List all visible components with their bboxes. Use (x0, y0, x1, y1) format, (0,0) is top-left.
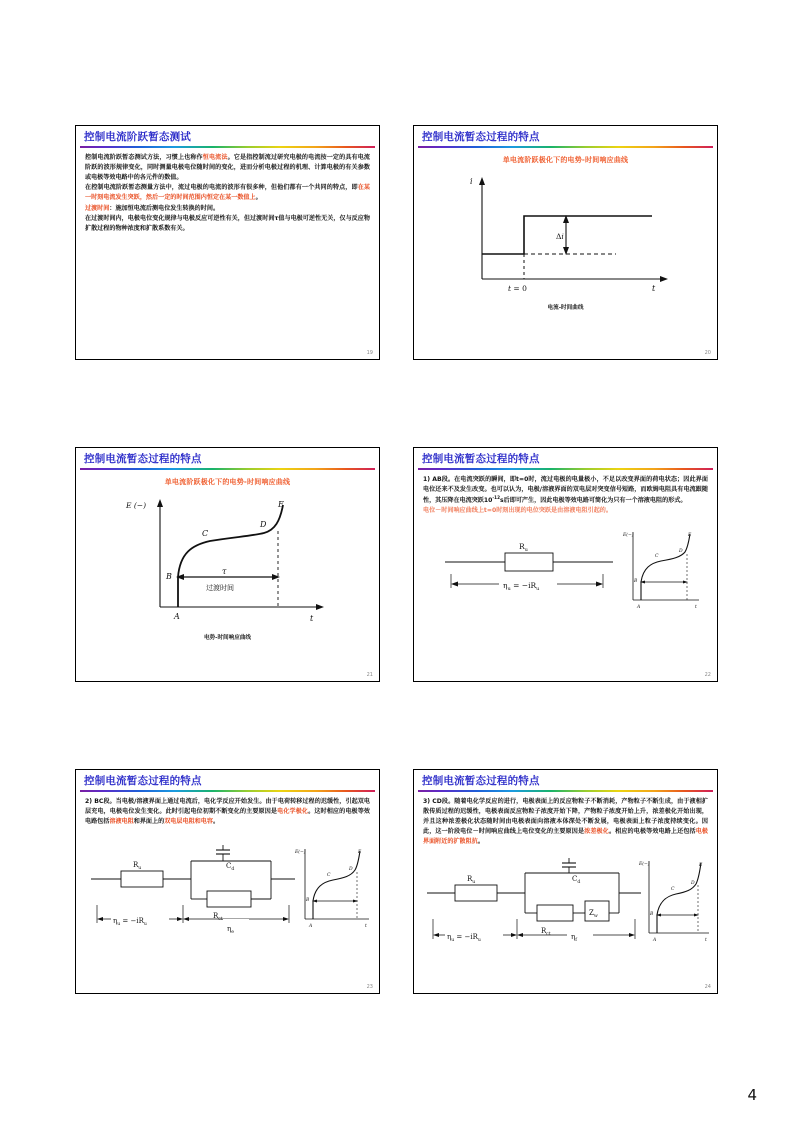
circuit-ru-cd-rct-svg (83, 843, 373, 935)
paragraph (85, 183, 370, 203)
point-label-d: D (259, 520, 266, 530)
resistor-label-ru: $R_u$ (132, 860, 141, 871)
mini-y-label: E(−) (638, 861, 650, 867)
text-run: 。相应的电极等效电路上还包括 (608, 827, 696, 835)
slide-22 (413, 447, 718, 682)
delta-label: Δi (555, 232, 564, 242)
tau-label: τ (221, 567, 226, 577)
x-axis-label: t (309, 614, 313, 624)
slide-number: 24 (704, 984, 711, 990)
circuit-ru-svg (427, 526, 705, 612)
text-run-highlight: 恒电流法 (202, 154, 228, 162)
slide-21 (75, 447, 380, 682)
circuit-ru-cd-rct-zw-svg (421, 857, 711, 949)
page-number: 4 (747, 1086, 757, 1104)
y-axis-label: E (−) (125, 501, 146, 511)
circuit-and-curve (76, 843, 379, 935)
resistor-label-rct: $R_{ct}$ (212, 911, 223, 922)
text-run-highlight: 在某一时刻电流发生突跃，然后一定的时间范围内恒定在某一数值上 (85, 184, 371, 202)
text-run-highlight: 溶液电阻 (109, 817, 134, 825)
slide-20 (413, 125, 718, 360)
mini-point-d: D (678, 549, 683, 555)
mini-point-a: A (636, 605, 640, 611)
text-run-highlight: 浓差极化 (584, 827, 609, 835)
mini-y-label: E(−) (294, 849, 306, 855)
text-run: 。 (255, 194, 262, 202)
point-label-c: C (201, 529, 208, 539)
capacitor-label-cd: $C_d$ (225, 861, 234, 872)
mini-x-label: t (694, 605, 697, 611)
eta-label: $\eta_u = -iR_u$ (112, 916, 147, 927)
text-run: 在控制电流阶跃暂态测量方法中，流过电极的电流的波形有很多种，但他们都有一个共同的特点，即 (85, 184, 358, 192)
text-run-highlight: 过渡时间 (85, 204, 110, 212)
mini-point-b: B (633, 579, 637, 585)
circuit-and-curve (414, 857, 717, 949)
slide-19 (75, 125, 380, 360)
text-run: 1) AB段。在电流突跃的瞬间，即t=0时，流过电极的电量极小，不足以改变界面的荷电状态；因此界面电位还来不及发生改变。也可以认为，电极/溶液界面的双电层对突变信号短路，而欧姆电阻具有电流跟随性，其压降在电流突跃$10^{-12}s$后即可产生，因此电极等效电路可简化为只有一个溶液电阻的形式。 (423, 476, 708, 504)
resistor-label-ru: $R_u$ (518, 542, 528, 554)
capacitor-label-cd: $C_d$ (571, 874, 580, 885)
mini-point-d: D (348, 866, 353, 872)
slide-number: 19 (366, 350, 373, 356)
mini-point-b: B (305, 897, 309, 903)
mini-x-label: t (704, 937, 707, 943)
paragraph (85, 214, 370, 234)
resistor-label-rct: $R_{ct}$ (540, 926, 551, 937)
y-axis-label: i (469, 177, 473, 187)
slide-number: 22 (704, 672, 711, 678)
slide-number: 21 (366, 672, 373, 678)
mini-point-d: D (690, 880, 695, 886)
title-rule (418, 146, 713, 148)
impedance-label-zw: $Z_w$ (588, 908, 598, 919)
mini-x-label: t (364, 923, 367, 929)
paragraph (85, 797, 370, 827)
slide-subtitle: 单电流阶跃极化下的电势-时间响应曲线 (502, 156, 629, 165)
eta-label: $\eta_u = -iR_u$ (446, 932, 481, 943)
text-run: 控制电流阶跃暂态测试方法，习惯上也称作 (85, 154, 203, 162)
point-label-e: E (277, 500, 284, 510)
text-run: 。 (477, 837, 484, 845)
figure-potential-response (76, 491, 379, 631)
text-run-highlight: 电极界面附近的扩散阻抗 (423, 827, 709, 845)
point-label-a: A (173, 612, 180, 622)
slide-body (76, 792, 379, 827)
eta-label: $\eta_u = -iR_u$ (502, 581, 539, 593)
slide-title: 控制电流暂态过程的特点 (422, 775, 540, 787)
text-run: 。它是指控制流过研究电极的电流按一定的具有电流阶跃的波形规律变化，同时测量电极电位随时间的变化，进而分析电极过程的机理、计算电极的有关参数或电极等效电路中的各元件的数值。 (85, 154, 371, 181)
paragraph (423, 506, 708, 516)
mini-point-a: A (308, 923, 312, 929)
mini-point-e: E (687, 533, 691, 539)
eta-f-label: $\eta_f$ (570, 932, 577, 943)
eta-e-label: $\eta_e$ (226, 924, 234, 935)
mini-point-c: C (670, 886, 674, 892)
figure-current-step (414, 169, 717, 301)
title-rule (80, 468, 375, 470)
text-run: 。 (212, 817, 220, 825)
text-run: 和界面上的 (133, 817, 165, 825)
current-step-svg (456, 169, 676, 301)
text-run-highlight: 电化学极化 (277, 808, 309, 816)
origin-label: t = 0 (507, 284, 527, 294)
slide-title: 控制电流暂态过程的特点 (422, 453, 540, 465)
mini-point-b: B (649, 911, 653, 917)
text-run: 2) BC段。当电极/溶液界面上通过电流后，电化学反应开始发生。由于电荷转移过程的迟缓性，引起双电层充电，电极电位发生变化。此时引起电位初期不断变化的主要原因是 (85, 798, 370, 816)
text-run: 3) CD段。随着电化学反应的进行，电极表面上的反应物粒子不断消耗，产物粒子不断生成，由于液相扩散传质过程的迟缓性，电极表面反应物粒子浓度开始下降，产物粒子浓度开始上升，浓差极化开始出现，并且这种浓差极化状态随时间由电极表面向溶液本体深处不断发展，电极表面上粒子浓度持续变化。因此，这一阶段电位－时间响应曲线上电位变化的主要原因是 (423, 798, 708, 835)
mini-y-label: E(−) (622, 533, 634, 539)
slide-23 (75, 769, 380, 994)
slide-title: 控制电流阶跃暂态测试 (84, 131, 191, 143)
text-run-highlight: 双电层电阻和电容 (164, 817, 213, 825)
slide-number: 23 (366, 984, 373, 990)
text-run: 。这时相应的电极等效电路包括 (85, 808, 371, 825)
mini-point-c: C (326, 872, 330, 878)
figure-caption: 电流-时间曲线 (547, 305, 584, 312)
potential-response-svg (118, 491, 338, 631)
paragraph (85, 204, 370, 214)
slide-body (76, 148, 379, 233)
figure-caption: 电势-时间响应曲线 (203, 635, 252, 642)
slide-grid (75, 125, 718, 994)
slide-subtitle: 单电流阶跃极化下的电势-时间响应曲线 (164, 478, 291, 487)
slide-body (414, 792, 717, 846)
slide-title: 控制电流暂态过程的特点 (84, 453, 202, 465)
text-run: ：施加恒电流后测电位发生转换的时间。 (109, 204, 220, 212)
mini-point-e: E (357, 849, 361, 855)
text-run-highlight: 电位－时间响应曲线上t=0时刻出现的电位突跃是由溶液电阻引起的。 (423, 507, 612, 515)
point-label-b: B (165, 572, 172, 582)
slide-title: 控制电流暂态过程的特点 (422, 131, 540, 143)
circuit-and-curve (414, 526, 717, 612)
mini-point-c: C (654, 554, 658, 560)
mini-point-e: E (698, 862, 702, 868)
text-run: 在过渡时间内，电极电位变化规律与电极反应可逆性有关，但过渡时间τ值与电极可逆性无关，仅与反应物扩散过程的物种浓度和扩散系数有关。 (85, 214, 370, 232)
resistor-label-ru: $R_u$ (466, 874, 475, 885)
tau-caption: 过渡时间 (205, 584, 234, 593)
x-axis-label: t (651, 284, 655, 294)
slide-body (414, 470, 717, 516)
mini-point-a: A (652, 937, 656, 943)
slide-number: 20 (704, 350, 711, 356)
slide-24 (413, 769, 718, 994)
paragraph (85, 153, 370, 183)
paragraph (423, 475, 708, 506)
slide-title: 控制电流暂态过程的特点 (84, 775, 202, 787)
paragraph (423, 797, 708, 846)
